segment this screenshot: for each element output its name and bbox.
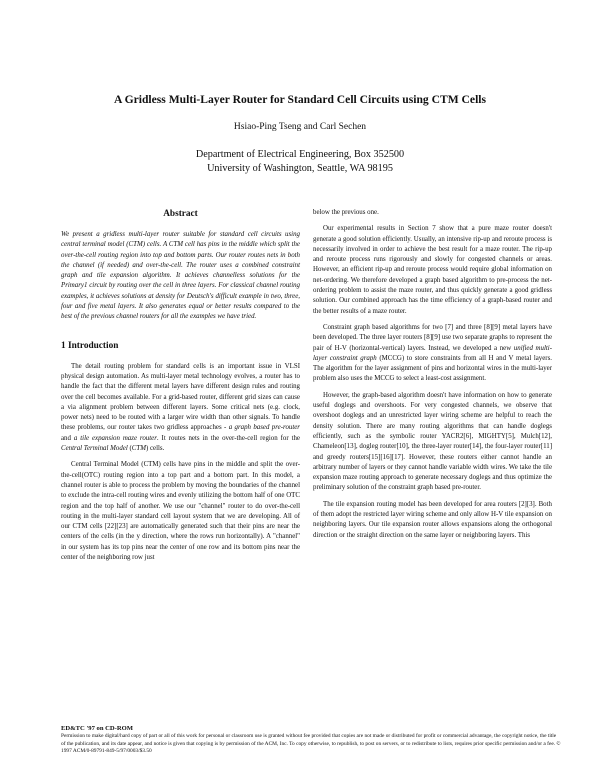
intro-p1-text-d: ( [127, 445, 132, 453]
intro-paragraph-4 [313, 323, 552, 385]
intro-paragraph-3: Our experimental results in Section 7 show that a pure maze router doesn't generate a good solution efficiently. Usually, an intensive rip-up and reroute process is necessarily involved in order to achieve the best result for a maze router. The rip-up and reroute process runs rigorously and slowly for congested channels or areas. However, an efficient rip-up and reroute process would require global information on net-ordering. We therefore developed a graph based algorithm to pre-process the net-ordering problem to assist the maze router, and thus quickly generate a good gridless solution. Our combined approach has the time efficiency of a graph-based router and the better results of a maze router. [313, 225, 552, 315]
intro-p1-text-e: ) cells. [145, 445, 165, 453]
intro-p4-emphasis-mccg: unified multi-layer constraint graph [313, 344, 552, 362]
intro-p1-emphasis-graph-prerouter: a graph based pre-router [228, 424, 300, 432]
intro-paragraph-2-continued: below the previous one. [313, 209, 379, 216]
intro-p1-text-a: The detail routing problem for standard cells is an important issue in VLSI physical design automation. As multi-layer metal technology evolves, a router has to handle the fact that the different metal layers have different design rules and routing over the cell becomes available. For a grid-based router, different grid sizes can cause a via alignment problem between different layers. Some critical nets (e.g. clock, power nets) need to be routed with a larger wire width than other signals. To handle these problems, our router takes two gridless approaches - [61, 362, 300, 432]
intro-p1-text-c: . It routes nets in the over-the-cell region for the [156, 434, 300, 442]
conference-name: ED&TC '97 on CD-ROM [61, 725, 133, 732]
right-column [313, 208, 552, 547]
author-affiliation [40, 148, 560, 176]
paper-title: A Gridless Multi-Layer Router for Standard Cell Circuits using CTM Cells [113, 93, 487, 106]
intro-p1-text-b: and [61, 434, 74, 442]
abstract-heading: Abstract [163, 209, 198, 219]
abstract-text: We present a gridless multi-layer router suitable for standard cell circuits using central terminal model (CTM) cells. A CTM cell has pins in the middle which split the over-the-cell routing region into top and bottom parts. Our router routes nets in both the channel (if needed) and over-the-cell. The router uses a combined constraint graph and tile expansion algorithm. It achieves channelless solutions for the Primary1 circuit by routing over the cell in three layers. For classical channel routing examples, it achieves solutions at density for Deutsch's difficult example in two, three, four and five metal layers. It also generates equal or better results compared to the best of the previous channel routers for all the examples we have tried. [61, 231, 300, 321]
affiliation-line-1: Department of Electrical Engineering, Box 352500 [195, 149, 405, 160]
intro-paragraph-2: Central Terminal Model (CTM) cells have pins in the middle and split the over-the-cell(OTC) routing region into a top part and a bottom part. In this model, a channel router is able to process the problem by moving the boundaries of the channel to exclude the intra-cell routing wires and evenly utilizing the bottom half of one OTC region and the top half of another. We use our "channel" router to do over-the-cell routing in the multi-layer standard cell layout system that we are developing. All of our CTM cells [22][23] are automatically generated such that their pins are near the centers of the cells (in the y direction, where the rows run horizontally). A "channel" in our system has its top pins near the center of one row and its bottom pins near the center of the neighboring row just [61, 461, 300, 562]
permission-notice: Permission to make digital/hard copy of part or all of this work for personal or classroom use is granted without fee provided that copies are not made or distributed for profit or commercial advantage, the copyright notice, the title of the publication, and its date appear, and notice is given that copying is by permission of the ACM, Inc. To copy otherwise, to republish, to post on servers, or to redistribute to lists, requires prior specific permission and/or a fee. © 1997 ACM/0-89791-849-5/97/0003/$3.50 [61, 733, 561, 755]
intro-paragraph-1 [61, 362, 300, 455]
intro-paragraph-6: The tile expansion routing model has been developed for area routers [2][3]. Both of them adopt the restricted layer wiring scheme and only allow H-V tile expansion on neighboring layers. Our tile expansion router allows expansions along the orthogonal direction or the straight direction on the same layer or neighboring layers. This [313, 500, 552, 539]
page-footer [61, 724, 561, 756]
introduction-heading: 1 Introduction [61, 340, 119, 351]
intro-p4-text-b: (MCCG) to store constraints from all H and V metal layers. The algorithm for the layer assignment of pins and horizontal wires in the multi-layer problem also uses the MCCG to select a least-cost assignment. [313, 354, 553, 383]
left-column [61, 208, 300, 569]
affiliation-line-2: University of Washington, Seattle, WA 98195 [207, 163, 393, 174]
intro-p1-emphasis-maze-router: a tile expansion maze router [73, 434, 157, 442]
intro-paragraph-5: However, the graph-based algorithm doesn't have information on how to generate useful doglegs and overshoots. For very congested channels, we observe that overshoot doglegs and an unrestricted layer wiring scheme are helpful to reach the density solution. There are many routing algorithms that can handle doglegs efficiently, such as the symbolic router YACR2[6], MIGHTY[5], Mulch[12], Chameleon[13], dogleg router[10], the three-layer router[14], the four-layer router[11] and greedy routers[15][16][17]. However, these routers either cannot handle an arbitrary number of layers or they cannot handle variable width wires. We take the tile expansion maze routing approach to generate necessary doglegs and thus optimize the preliminary solution of the constraint graph based pre-router. [313, 391, 552, 492]
intro-p1-emphasis-ctm: CTM [131, 445, 146, 453]
paper-authors: Hsiao-Ping Tseng and Carl Sechen [233, 122, 367, 132]
intro-p4-text-a: Constraint graph based algorithms for two [7] and three [8][9] metal layers have been developed. The three layer routers [8][9] use two separate graphs to represent the pair of H-V (horizontal-vertical) layers. Instead, we developed a new [313, 323, 552, 352]
intro-p1-emphasis-ctm-full: Central Terminal Model [61, 445, 128, 453]
